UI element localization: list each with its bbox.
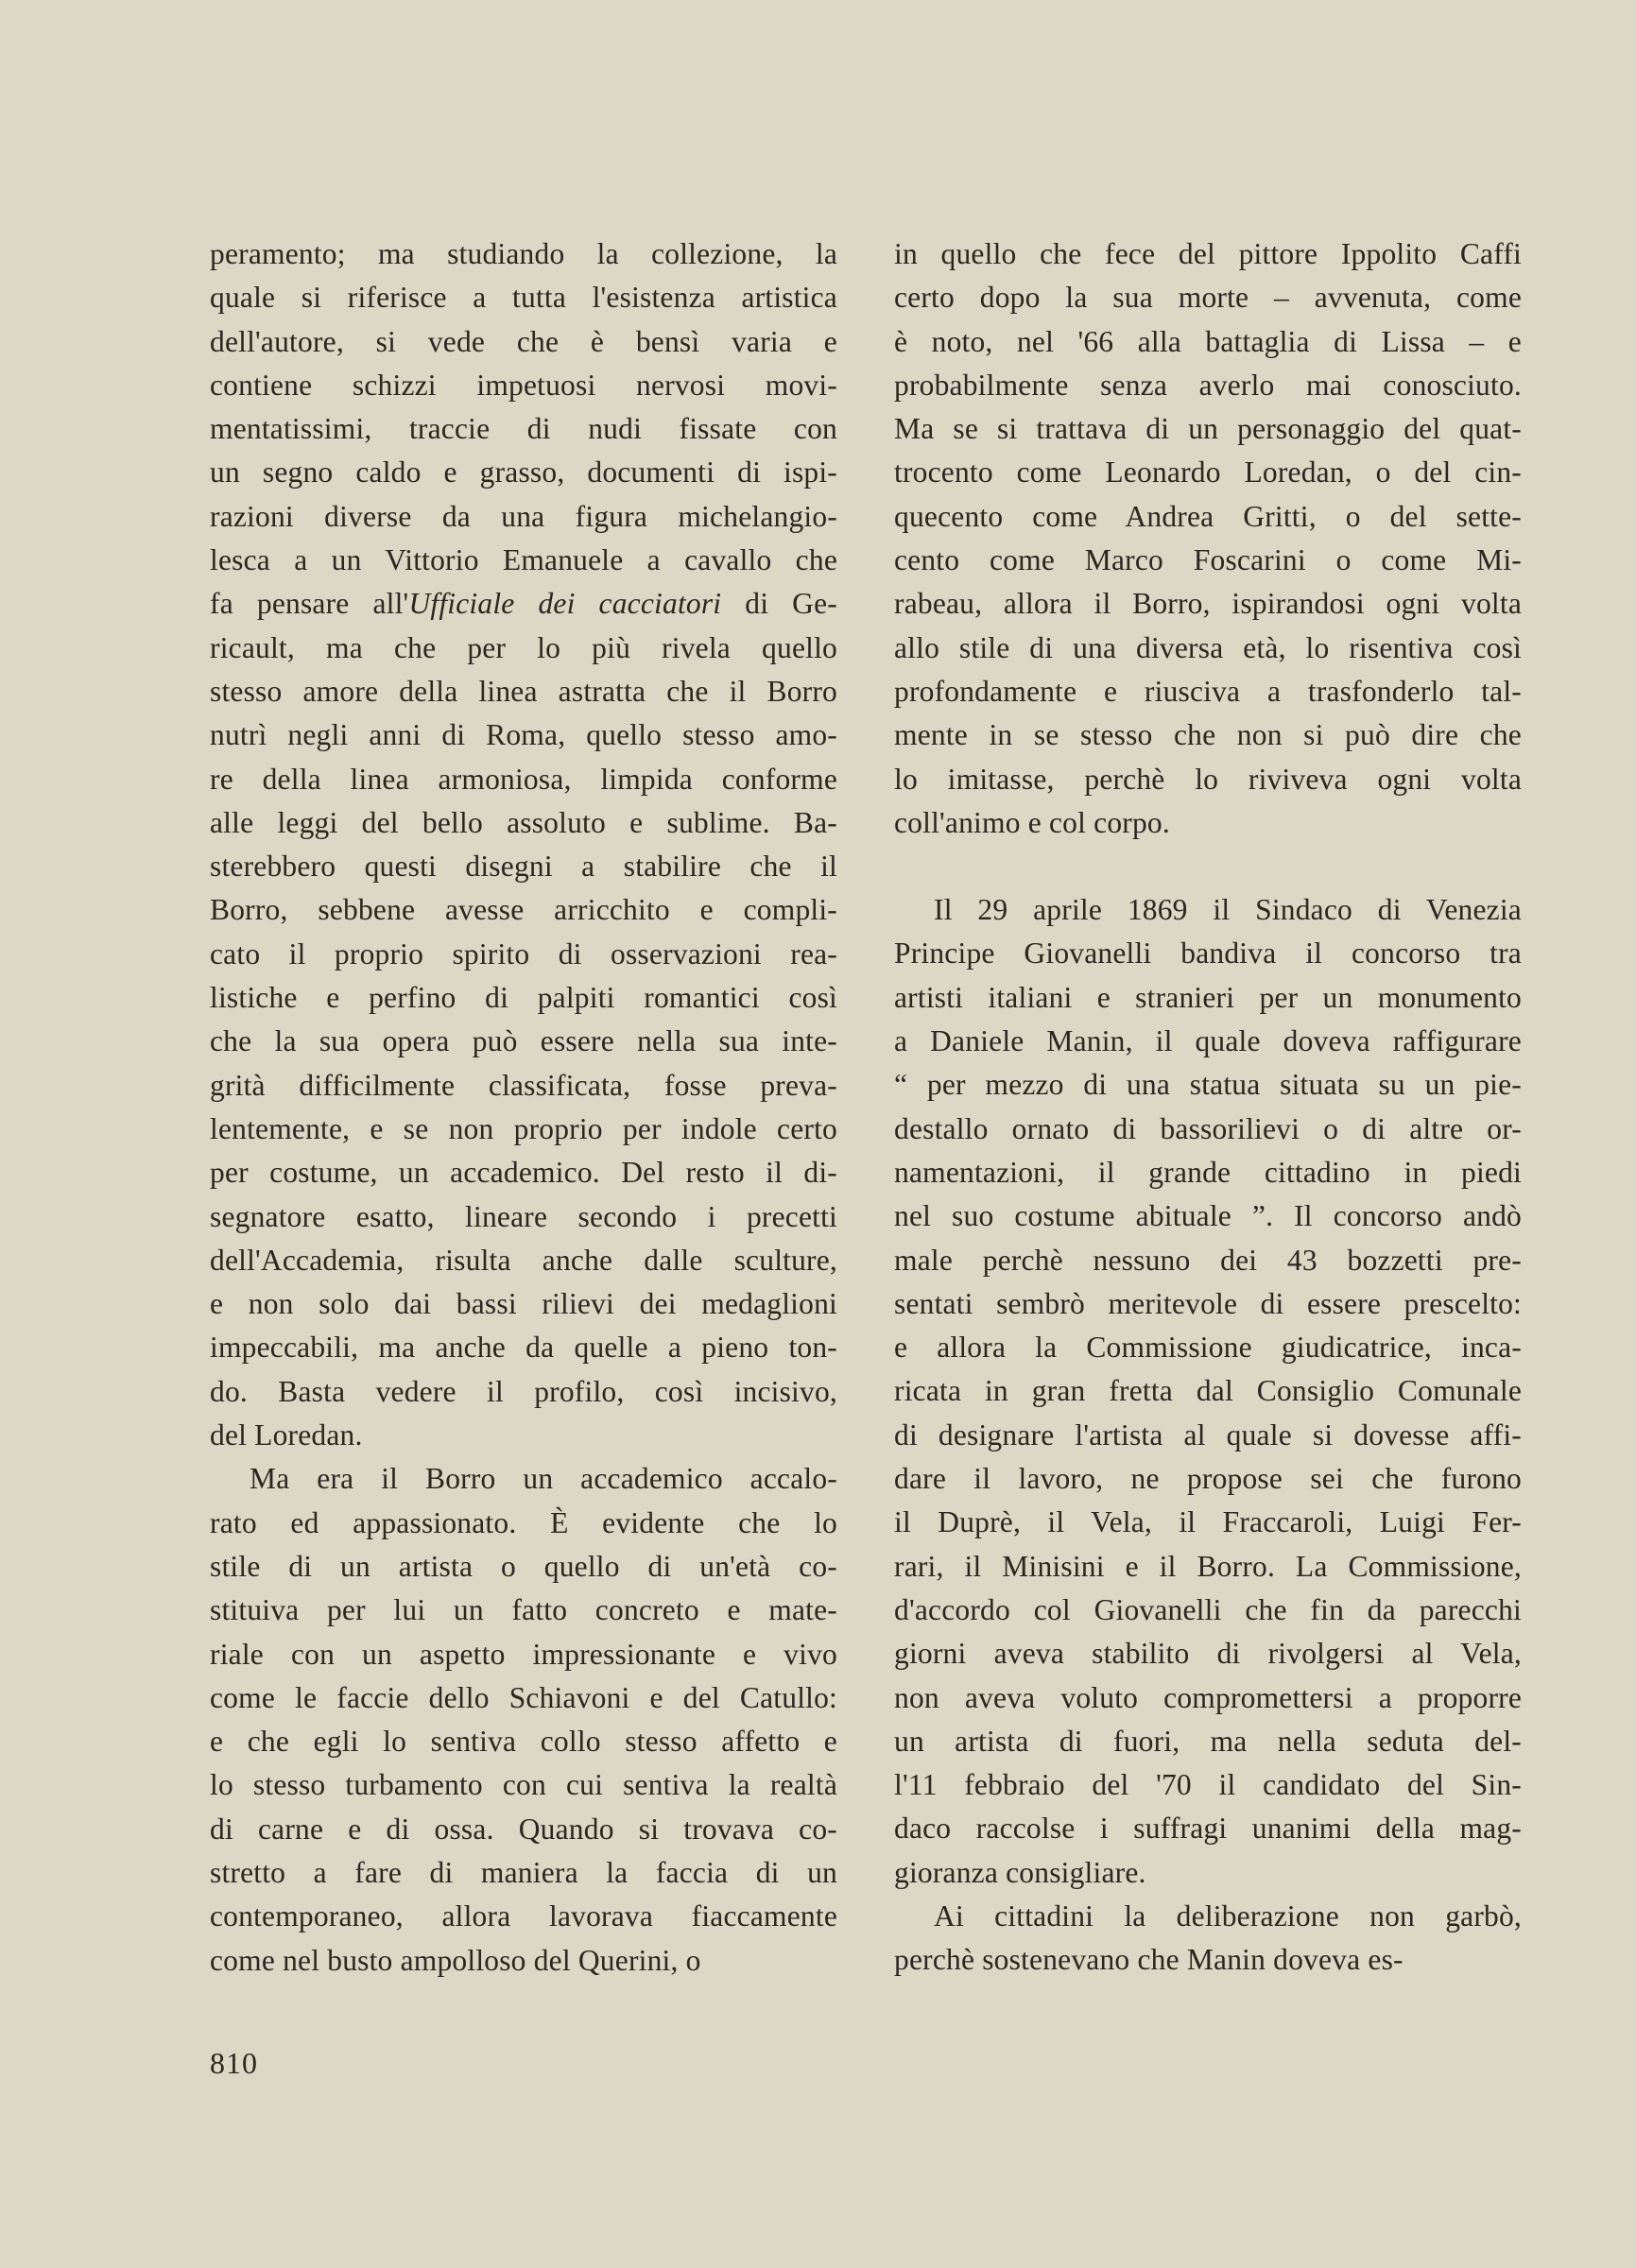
text-line: daco raccolse i suffragi unanimi della mag-	[894, 1812, 1522, 1846]
text-line: sentati sembrò meritevole di essere prescelto:	[894, 1286, 1522, 1320]
text-line: impeccabili, ma anche da quelle a pieno ton-	[210, 1331, 837, 1365]
text-line: nel suo costume abituale ”. Il concorso andò	[894, 1199, 1522, 1233]
text-line: un artista di fuori, ma nella seduta del-	[894, 1724, 1522, 1758]
text-line: in quello che fece del pittore Ippolito Caffi	[894, 237, 1522, 270]
text-line: listiche e perfino di palpiti romantici così	[210, 981, 837, 1015]
text-line: rabeau, allora il Borro, ispirandosi ogni volta	[894, 587, 1522, 621]
text-line: dare il lavoro, ne propose sei che furono	[894, 1462, 1522, 1496]
text-line: nutrì negli anni di Roma, quello stesso amo-	[210, 718, 837, 752]
text-line: dell'Accademia, risulta anche dalle sculture,	[210, 1243, 837, 1277]
text-line: lo imitasse, perchè lo riviveva ogni volta	[894, 762, 1522, 796]
text-line: per costume, un accademico. Del resto il di-	[210, 1156, 837, 1190]
text-line: di carne e di ossa. Quando si trovava co-	[210, 1812, 837, 1846]
text-line: e non solo dai bassi rilievi dei medaglioni	[210, 1287, 837, 1321]
text-line: Borro, sebbene avesse arricchito e compli-	[210, 893, 837, 927]
text-line: ricata in gran fretta dal Consiglio Comunale	[894, 1374, 1522, 1408]
text-line: mente in se stesso che non si può dire che	[894, 718, 1522, 752]
text-line: è noto, nel '66 alla battaglia di Lissa – e	[894, 324, 1522, 358]
text-line: coll'animo e col corpo.	[894, 805, 1170, 839]
text-line: il Duprè, il Vela, il Fraccaroli, Luigi Fer-	[894, 1505, 1522, 1539]
text-line: artisti italiani e stranieri per un monumento	[894, 980, 1522, 1014]
text-line: stituiva per lui un fatto concreto e mate-	[210, 1593, 837, 1627]
text-line: lentemente, e se non proprio per indole certo	[210, 1111, 837, 1145]
text-line: a Daniele Manin, il quale doveva raffigurare	[894, 1024, 1522, 1058]
text-line: allo stile di una diversa età, lo risentiva così	[894, 630, 1522, 664]
text-line: probabilmente senza averlo mai conosciuto.	[894, 368, 1522, 402]
text-line: come le faccie dello Schiavoni e del Catullo:	[210, 1680, 837, 1714]
text-line: contiene schizzi impetuosi nervosi movi-	[210, 368, 837, 402]
text-line: l'11 febbraio del '70 il candidato del Sin-	[894, 1768, 1522, 1802]
text-line: trocento come Leonardo Loredan, o del cin-	[894, 455, 1522, 490]
text-line: giorni aveva stabilito di rivolgersi al Vela,	[894, 1637, 1522, 1671]
text-line: del Loredan.	[210, 1418, 363, 1452]
text-line: grità difficilmente classificata, fosse preva-	[210, 1068, 837, 1102]
left-column	[210, 232, 837, 1983]
text-line: che la sua opera può essere nella sua inte-	[210, 1024, 837, 1058]
text-line: stretto a fare di maniera la faccia di un	[210, 1855, 837, 1889]
text-line: perchè sostenevano che Manin doveva es-	[894, 1943, 1404, 1977]
text-line: certo dopo la sua morte – avvenuta, come	[894, 281, 1522, 315]
text-line: Ai cittadini la deliberazione non garbò,	[934, 1899, 1522, 1933]
text-line: stesso amore della linea astratta che il Borro	[210, 674, 837, 708]
text-line: Il 29 aprile 1869 il Sindaco di Venezia	[934, 893, 1522, 927]
text-line: e che egli lo sentiva collo stesso affetto e	[210, 1725, 837, 1759]
text-line: e allora la Commissione giudicatrice, inca-	[894, 1331, 1522, 1365]
paragraph-gap	[894, 845, 1522, 888]
text-line: ricault, ma che per lo più rivela quello	[210, 630, 837, 664]
text-line: lesca a un Vittorio Emanuele a cavallo che	[210, 543, 837, 577]
text-line: cento come Marco Foscarini o come Mi-	[894, 543, 1522, 577]
text-line: riale con un aspetto impressionante e vivo	[210, 1637, 837, 1671]
text-line: mentatissimi, traccie di nudi fissate con	[210, 412, 837, 446]
text-line: d'accordo col Giovanelli che fin da parecchi	[894, 1592, 1522, 1626]
text-line: dell'autore, si vede che è bensì varia e	[210, 324, 837, 358]
text-line: quale si riferisce a tutta l'esistenza artistica	[210, 281, 837, 315]
text-line: do. Basta vedere il profilo, così incisivo,	[210, 1374, 837, 1408]
text-line: di designare l'artista al quale si dovesse affi-	[894, 1418, 1522, 1452]
text-line: Ma se si trattava di un personaggio del quat-	[894, 412, 1522, 446]
text-line: alle leggi del bello assoluto e sublime. Ba-	[210, 805, 837, 839]
text-line: “ per mezzo di una statua situata su un pie-	[894, 1068, 1522, 1102]
text-line: male perchè nessuno dei 43 bozzetti pre-	[894, 1243, 1522, 1277]
text-line: profondamente e riusciva a trasfonderlo tal-	[894, 674, 1522, 708]
text-line: segnatore esatto, lineare secondo i precetti	[210, 1199, 837, 1233]
text-line: fa pensare all'Ufficiale dei cacciatori di Ge-	[210, 587, 837, 621]
page-number: 810	[210, 2046, 258, 2080]
text-line: destallo ornato di bassorilievi o di altre or-	[894, 1111, 1522, 1145]
text-line: non aveva voluto compromettersi a proporre	[894, 1680, 1522, 1714]
text-line: quecento come Andrea Gritti, o del sette-	[894, 499, 1522, 533]
text-line: re della linea armoniosa, limpida conforme	[210, 762, 837, 796]
text-line: gioranza consigliare.	[894, 1855, 1146, 1889]
text-line: razioni diverse da una figura michelangio-	[210, 499, 837, 533]
text-line: come nel busto ampolloso del Querini, o	[210, 1943, 701, 1977]
text-line: contemporaneo, allora lavorava fiaccamente	[210, 1899, 837, 1933]
text-line: lo stesso turbamento con cui sentiva la realtà	[210, 1768, 837, 1802]
text-line: sterebbero questi disegni a stabilire che il	[210, 850, 837, 884]
right-column	[894, 232, 1522, 1983]
text-line: namentazioni, il grande cittadino in piedi	[894, 1155, 1522, 1189]
text-line: cato il proprio spirito di osservazioni rea-	[210, 936, 837, 971]
text-line: Ma era il Borro un accademico accalo-	[250, 1462, 837, 1496]
text-line: stile di un artista o quello di un'età co-	[210, 1549, 837, 1583]
text-line: rari, il Minisini e il Borro. La Commissione,	[894, 1549, 1522, 1583]
text-line: Principe Giovanelli bandiva il concorso tra	[894, 936, 1522, 971]
text-line: rato ed appassionato. È evidente che lo	[210, 1505, 837, 1539]
text-line: peramento; ma studiando la collezione, la	[210, 237, 837, 270]
text-line: un segno caldo e grasso, documenti di ispi-	[210, 455, 837, 490]
